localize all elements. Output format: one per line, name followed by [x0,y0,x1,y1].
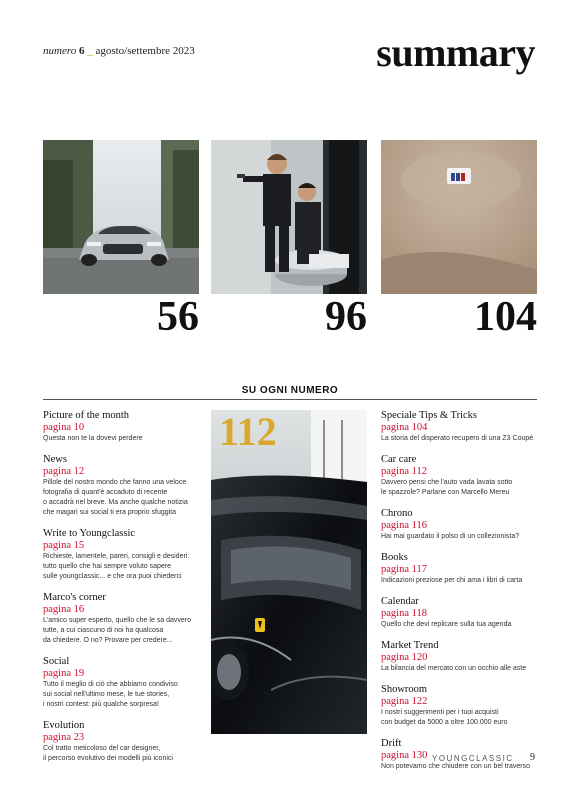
entry-title: Evolution [43,720,85,731]
entry-page: pagina 118 [381,608,427,619]
index-entry[interactable] [43,528,203,582]
footer-page-number: 9 [530,752,535,763]
entry-page: pagina 15 [43,540,85,551]
entry-description: La storia del disperato recupero di una Z3 Coupé [381,435,534,442]
entry-page: pagina 19 [43,668,85,679]
entry-page: pagina 120 [381,652,428,663]
page-title: summary [376,30,535,75]
index-entry[interactable] [43,592,203,646]
entry-page: pagina 122 [381,696,428,707]
index-entry[interactable] [381,508,541,542]
index-entry[interactable] [381,596,541,630]
index-entry[interactable] [43,410,203,444]
entry-title: Drift [381,738,402,749]
index-entry[interactable] [381,454,541,498]
center-feature-page-number: 112 [219,410,277,454]
entry-description: Col tratto meticoloso del car designer, il percorso evolutivo dei modelli più iconici [43,745,173,762]
entry-description: Quello che devi replicare sulla tua agenda [381,621,512,628]
entry-description: Davvero pensi che l'auto vada lavata sotto le spazzole? Parlane con Marcello Mereu [381,479,513,496]
issue-date: agosto/settembre 2023 [95,45,195,57]
entry-page: pagina 104 [381,422,428,433]
entry-description: Non potevamo che chiudere con un bel traverso [381,763,531,770]
index-entry[interactable] [43,656,203,710]
center-feature-photo[interactable] [211,410,367,734]
entry-description: L'amico super esperto, quello che le sa davvero tutte, a cui ciascuno di noi ha qualcosa da chiedere. O no? Provare per credere... [43,617,192,644]
entry-page: pagina 12 [43,466,85,477]
entry-description: Tutto il meglio di ciò che abbiamo condiviso sui social nell'ultimo mese, le tue stories, i nostri contest: più qualche sorpresa! [43,681,178,708]
issue-line [43,45,195,57]
entry-title: Social [43,656,70,667]
entry-page: pagina 112 [381,466,427,477]
issue-number: 6 [78,45,85,57]
feature-photo-car[interactable] [43,140,199,294]
feature-photo-figurines[interactable] [211,140,367,294]
entry-title: Speciale Tips & Tricks [381,410,477,421]
index-entry[interactable] [43,720,203,764]
entry-page: pagina 16 [43,604,85,615]
entry-title: Picture of the month [43,410,130,421]
index-entry[interactable] [43,454,203,518]
entry-description: Hai mai guardato il polso di un collezionista? [381,533,520,540]
entry-page: pagina 116 [381,520,427,531]
entry-title: Market Trend [381,640,439,651]
feature-page-number: 104 [474,294,537,340]
entry-description: Questa non te la dovevi perdere [43,435,143,442]
entry-description: I nostri suggerimenti per i tuoi acquisti con budget da 5000 a oltre 100.000 euro [381,709,508,726]
issue-label: numero [43,45,77,57]
entry-page: pagina 117 [381,564,427,575]
entry-title: Write to Youngclassic [43,528,136,539]
index-entry[interactable] [381,552,541,586]
entry-description: La bilancia del mercato con un occhio alle aste [381,665,527,672]
issue-separator: _ [87,45,93,57]
left-index-column [43,410,203,774]
entry-title: Car care [381,454,417,465]
entry-title: Chrono [381,508,413,519]
entry-description: Indicazioni preziose per chi ama i libri di carta [381,577,523,584]
entry-title: Marco's corner [43,592,106,603]
footer-brand: YOUNGCLASSIC [432,754,514,763]
entry-title: Showroom [381,684,428,695]
feature-photo-dashboard[interactable] [381,140,537,294]
entry-title: Calendar [381,596,419,607]
index-entry[interactable] [381,410,541,444]
index-entry[interactable] [381,640,541,674]
section-divider [43,399,537,400]
index-entry[interactable] [381,684,541,728]
entry-description: Richieste, lamentele, pareri, consigli e desideri: tutto quello che hai sempre voluto sapere sulle youngclassic... e che ora puoi chiederci [43,553,190,580]
feature-page-number: 56 [157,294,199,340]
section-title: SU OGNI NUMERO [241,385,339,396]
entry-page: pagina 10 [43,422,85,433]
entry-title: News [43,454,67,465]
feature-page-number: 96 [325,294,367,340]
entry-description: Pillole del nostro mondo che fanno una veloce fotografia di quant'è accaduto di recente o accadrà nel breve. Ma anche qualche notizia che magari sui social ti era proprio sfuggita [43,479,188,516]
entry-page: pagina 130 [381,750,428,761]
entry-title: Books [381,552,408,563]
entry-page: pagina 23 [43,732,85,743]
right-index-column [381,410,541,782]
